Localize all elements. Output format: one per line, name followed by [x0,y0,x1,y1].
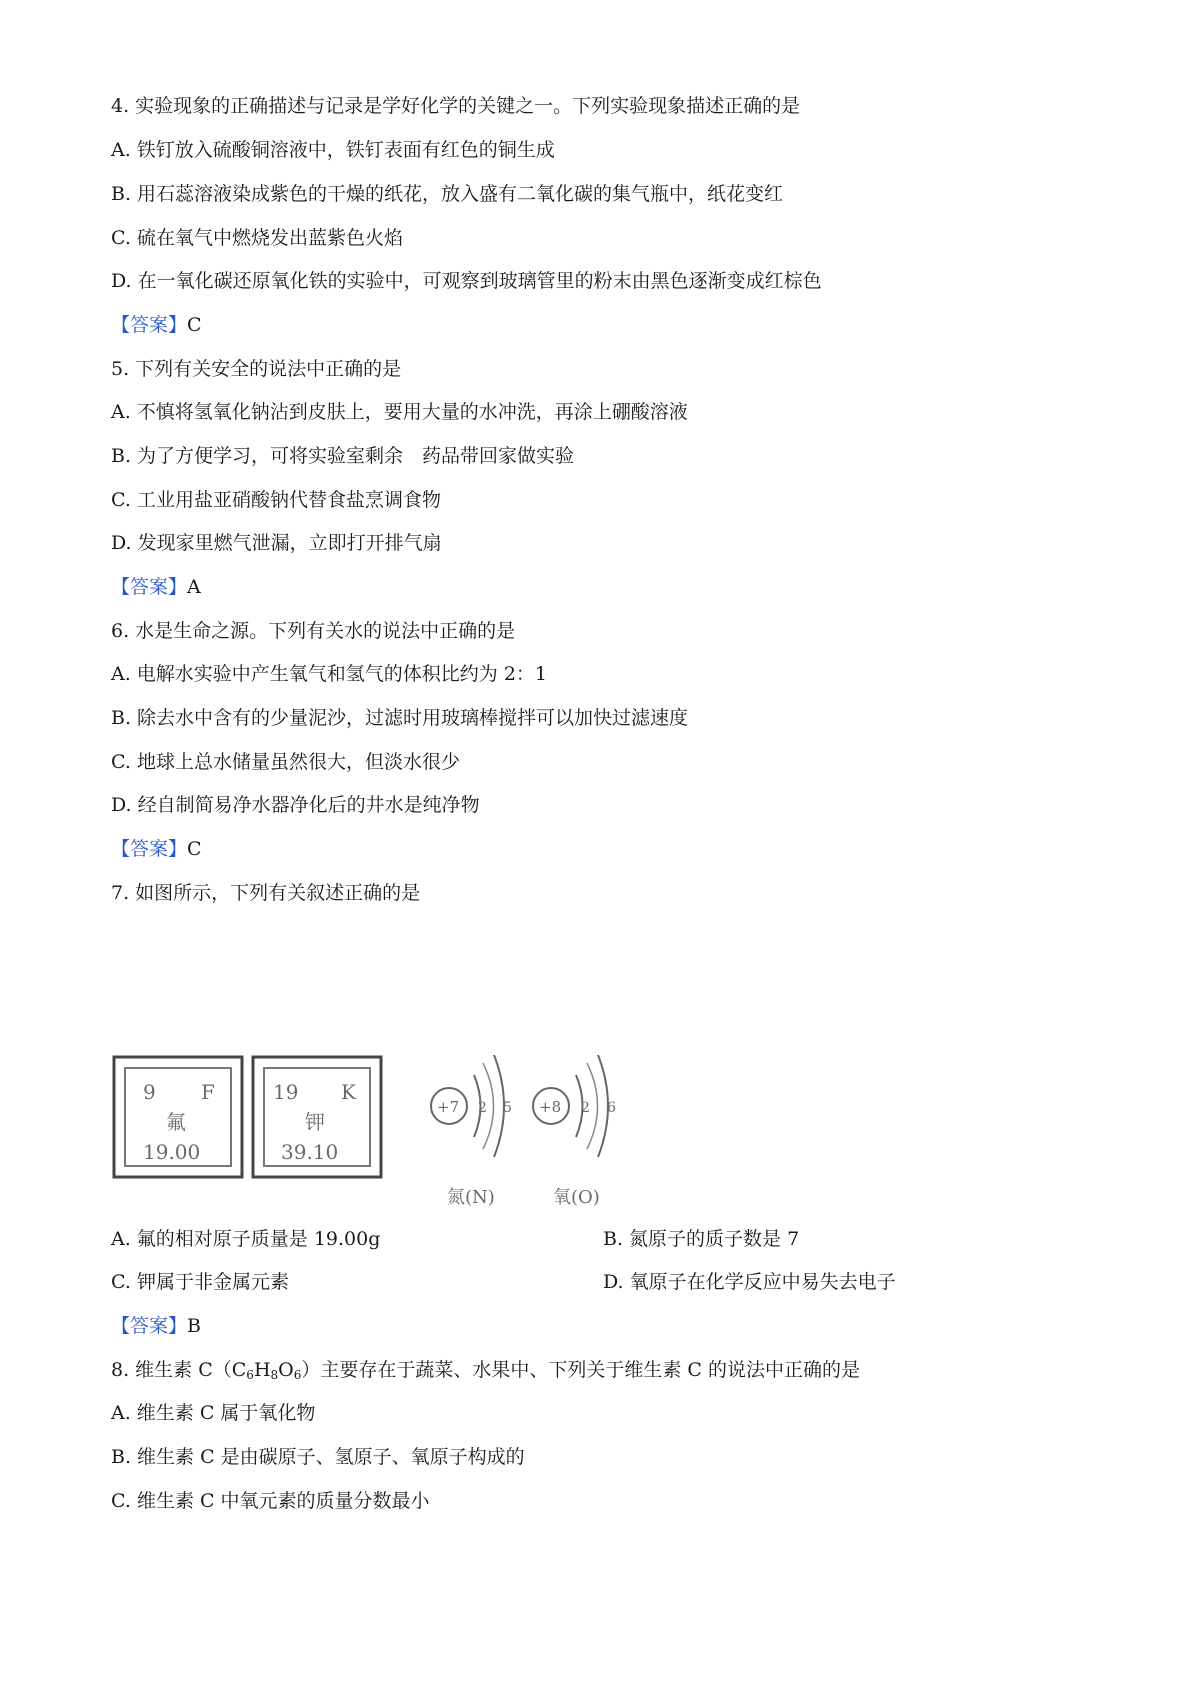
potassium-card [253,1057,381,1177]
q6-stem: 6. 水是生命之源。下列有关水的说法中正确的是 [111,620,516,642]
potassium-symbol: K [341,1080,356,1104]
q4-stem: 4. 实验现象的正确描述与记录是学好化学的关键之一。下列实验现象描述正确的是 [111,95,801,117]
fluorine-mass: 19.00 [143,1140,201,1164]
q4-option-c: C. 硫在氧气中燃烧发出蓝紫色火焰 [111,227,403,249]
q7-stem: 7. 如图所示，下列有关叙述正确的是 [111,882,421,904]
potassium-mass: 39.10 [281,1140,339,1164]
answer-value: A [187,576,201,598]
potassium-number: 19 [273,1080,299,1104]
q8-stem-post: ）主要存在于蔬菜、水果中、下列关于维生素 C 的说法中正确的是 [301,1359,860,1381]
formula-h: H [253,1359,271,1381]
nitrogen-shell1: 2 [478,1100,487,1116]
q6-option-d: D. 经自制简易净水器净化后的井水是纯净物 [111,794,480,816]
answer-label: 【答案】 [111,1315,188,1337]
answer-label: 【答案】 [111,838,188,860]
answer-value: B [187,1315,201,1337]
answer-label: 【答案】 [111,314,188,336]
q7-option-d: D. 氧原子在化学反应中易失去电子 [603,1271,896,1293]
nitrogen-nucleus: +7 [437,1098,460,1116]
potassium-name: 钾 [305,1110,325,1134]
q8-option-b: B. 维生素 C 是由碳原子、氢原子、氧原子构成的 [111,1446,525,1468]
formula-o: O [278,1359,294,1381]
q5-option-a: A. 不慎将氢氧化钠沾到皮肤上，要用大量的水冲洗，再涂上硼酸溶液 [111,401,688,423]
formula-sub-h: 8 [270,1368,279,1382]
q7-option-b: B. 氮原子的质子数是 7 [603,1228,800,1250]
answer-value: C [187,838,202,860]
oxygen-shell1: 2 [581,1100,590,1116]
q4-option-b: B. 用石蕊溶液染成紫色的干燥的纸花，放入盛有二氧化碳的集气瓶中，纸花变红 [111,183,784,205]
q8-stem-pre: 8. 维生素 C（C [111,1359,247,1381]
q7-answer [111,1313,201,1339]
formula-sub-o: 6 [293,1368,302,1382]
fluorine-number: 9 [143,1080,156,1104]
fluorine-symbol: F [201,1080,215,1104]
nitrogen-atom-diagram [431,1055,512,1208]
answer-label: 【答案】 [111,576,188,598]
q5-answer [111,574,201,600]
q5-option-d: D. 发现家里燃气泄漏，立即打开排气扇 [111,532,442,554]
oxygen-shell2: 6 [607,1100,616,1116]
q6-option-b: B. 除去水中含有的少量泥沙，过滤时用玻璃棒搅拌可以加快过滤速度 [111,707,689,729]
q7-option-a: A. 氟的相对原子质量是 19.00g [111,1228,381,1250]
q4-option-d: D. 在一氧化碳还原氧化铁的实验中，可观察到玻璃管里的粉末由黑色逐渐变成红棕色 [111,270,822,292]
q6-option-c: C. 地球上总水储量虽然很大，但淡水很少 [111,751,460,773]
fluorine-card [114,1057,242,1177]
nitrogen-shell2: 5 [503,1100,512,1116]
element-diagram [111,1035,691,1215]
q7-figure [111,1035,691,1215]
oxygen-atom-diagram [533,1055,616,1208]
oxygen-caption: 氧(O) [553,1187,600,1208]
q4-answer [111,312,202,338]
q6-answer [111,836,202,862]
answer-value: C [187,314,202,336]
q5-stem: 5. 下列有关安全的说法中正确的是 [111,358,402,380]
q7-option-c: C. 钾属于非金属元素 [111,1271,289,1293]
q8-option-a: A. 维生素 C 属于氧化物 [111,1402,316,1424]
q4-option-a: A. 铁钉放入硫酸铜溶液中，铁钉表面有红色的铜生成 [111,139,555,161]
nitrogen-caption: 氮(N) [447,1187,495,1208]
q5-option-c: C. 工业用盐亚硝酸钠代替食盐烹调食物 [111,489,441,511]
oxygen-nucleus: +8 [539,1098,562,1116]
q8-stem [111,1357,860,1383]
q8-option-c: C. 维生素 C 中氧元素的质量分数最小 [111,1490,430,1512]
formula-sub-c: 6 [246,1368,254,1382]
fluorine-name: 氟 [166,1110,186,1134]
q5-option-b: B. 为了方便学习，可将实验室剩余 药品带回家做实验 [111,445,575,467]
q6-option-a: A. 电解水实验中产生氧气和氢气的体积比约为 2：1 [111,663,548,685]
